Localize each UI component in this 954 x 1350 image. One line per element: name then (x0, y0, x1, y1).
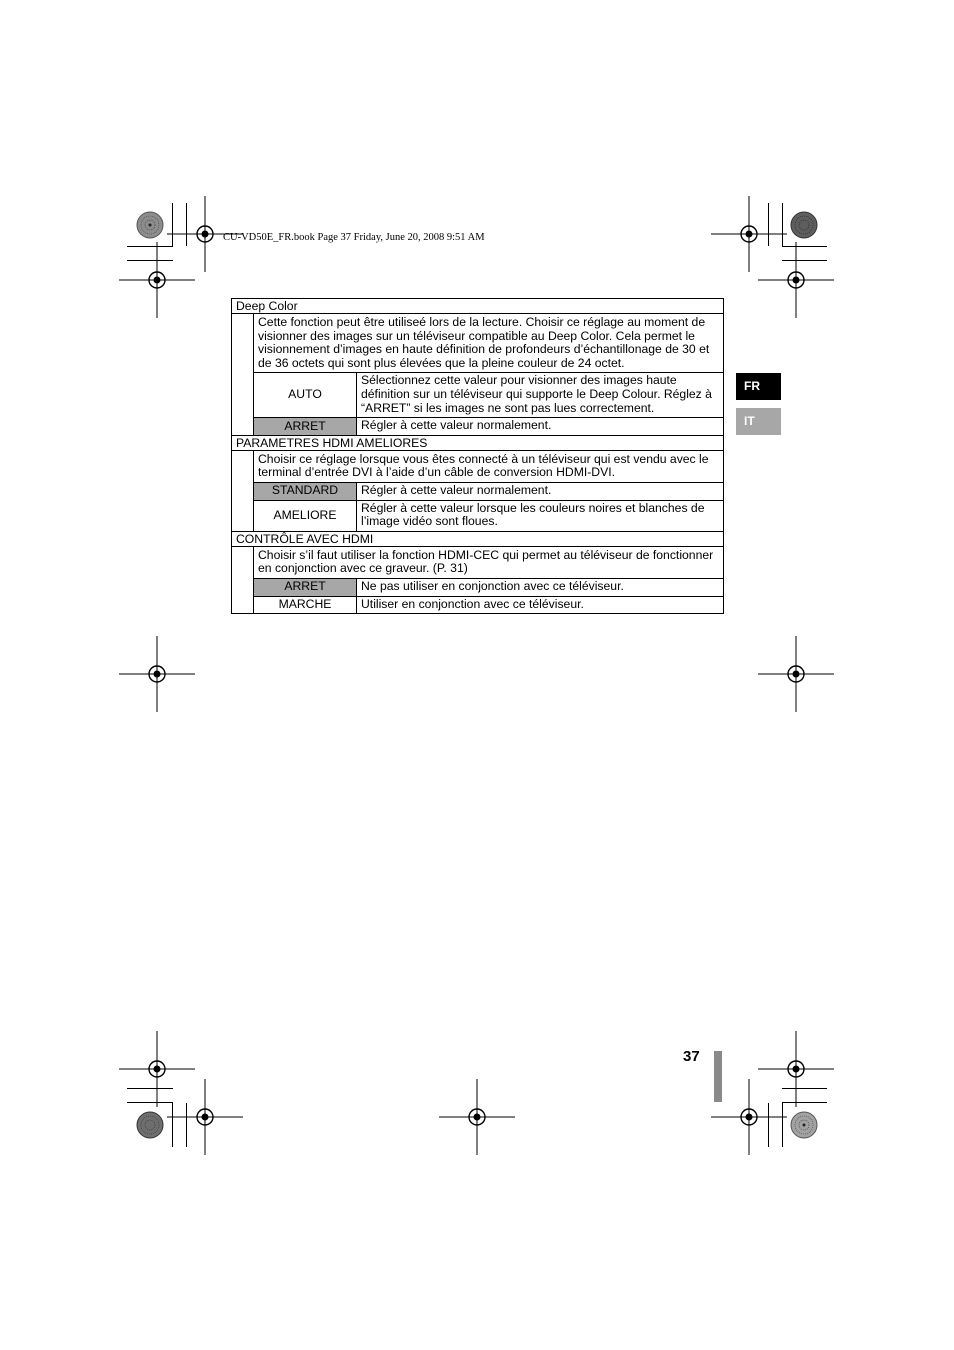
option-row (254, 373, 723, 418)
language-tab-it[interactable]: IT (736, 408, 781, 435)
crop-mark (782, 1103, 783, 1147)
calibration-star-icon (136, 1111, 164, 1139)
page-edge-bar (714, 1051, 722, 1102)
crop-mark (782, 260, 827, 261)
crop-mark (782, 246, 827, 247)
option-description: Régler à cette valeur normalement. (361, 418, 552, 433)
registration-mark-icon (119, 242, 195, 318)
crop-mark (172, 203, 173, 246)
section-description: Choisir s’il faut utiliser la fonction HDMI-CEC qui permet au téléviseur de fonctionner en conjonction avec ce graveur. (P. 31) (254, 547, 723, 579)
language-tab-fr[interactable]: FR (736, 373, 781, 400)
crop-mark (186, 1103, 187, 1147)
crop-mark (782, 1102, 827, 1103)
registration-mark-icon (711, 1079, 787, 1155)
section-description: Cette fonction peut être utiliseé lors de la lecture. Choisir ce réglage au moment de visionner des images sur un téléviseur compatible au Deep Color. Cela permet le visionnement d’images en haute définition de profondeurs d’échantillonage de 30 et de 36 octets qui sont plus élevées que la pleine couleur de 24 octet. (254, 314, 723, 373)
option-description: Régler à cette valeur normalement. (361, 482, 552, 497)
registration-mark-icon (167, 1079, 243, 1155)
option-description: Ne pas utiliser en conjonction avec ce téléviseur. (361, 578, 624, 593)
option-row (254, 418, 723, 435)
crop-mark (768, 1103, 769, 1147)
print-header: CU-VD50E_FR.book Page 37 Friday, June 20, 2008 9:51 AM (223, 232, 485, 243)
option-row (254, 501, 723, 531)
option-row (254, 597, 723, 614)
section-body (232, 451, 723, 532)
crop-mark (768, 203, 769, 246)
option-name-marche: MARCHE (254, 597, 357, 614)
registration-mark-icon (119, 636, 195, 712)
calibration-star-icon (790, 1111, 818, 1139)
calibration-star-icon (790, 211, 818, 239)
option-description: Sélectionnez cette valeur pour visionner des images haute définition sur un téléviseur qui supporte le Deep Colour. Réglez à “ARRET” si les images ne sont pas lues correctement. (361, 373, 712, 415)
crop-mark (782, 1088, 827, 1089)
registration-mark-icon (758, 636, 834, 712)
crop-mark (782, 203, 783, 246)
option-name-arret: ARRET (254, 418, 357, 435)
section-body (232, 314, 723, 436)
option-name-ameliore: AMELIORE (254, 501, 357, 531)
option-name-auto: AUTO (254, 373, 357, 417)
settings-table (231, 298, 724, 614)
option-row (254, 579, 723, 597)
crop-mark (127, 260, 173, 261)
crop-mark (127, 1102, 173, 1103)
section-body (232, 547, 723, 613)
registration-mark-icon (758, 242, 834, 318)
page-number: 37 (683, 1048, 700, 1065)
section-title-hdmi-enhanced: PARAMETRES HDMI AMELIORES (232, 436, 723, 451)
option-name-standard: STANDARD (254, 483, 357, 500)
option-row (254, 483, 723, 501)
option-name-arret: ARRET (254, 579, 357, 596)
section-title-hdmi-control: CONTRÔLE AVEC HDMI (232, 532, 723, 547)
section-description: Choisir ce réglage lorsque vous êtes connecté à un téléviseur qui est vendu avec le terminal d’entrée DVI à l’aide d’un câble de conversion HDMI-DVI. (254, 451, 723, 483)
crop-mark (172, 1103, 173, 1147)
crop-mark (127, 1088, 173, 1089)
crop-mark (127, 246, 173, 247)
calibration-star-icon (136, 211, 164, 239)
crop-mark (186, 203, 187, 246)
option-description: Utiliser en conjonction avec ce téléviseur. (361, 596, 584, 611)
section-title-deep-color: Deep Color (232, 299, 723, 314)
option-description: Régler à cette valeur lorsque les couleurs noires et blanches de l’image vidéo sont floues. (361, 500, 705, 529)
registration-mark-icon (439, 1079, 515, 1155)
